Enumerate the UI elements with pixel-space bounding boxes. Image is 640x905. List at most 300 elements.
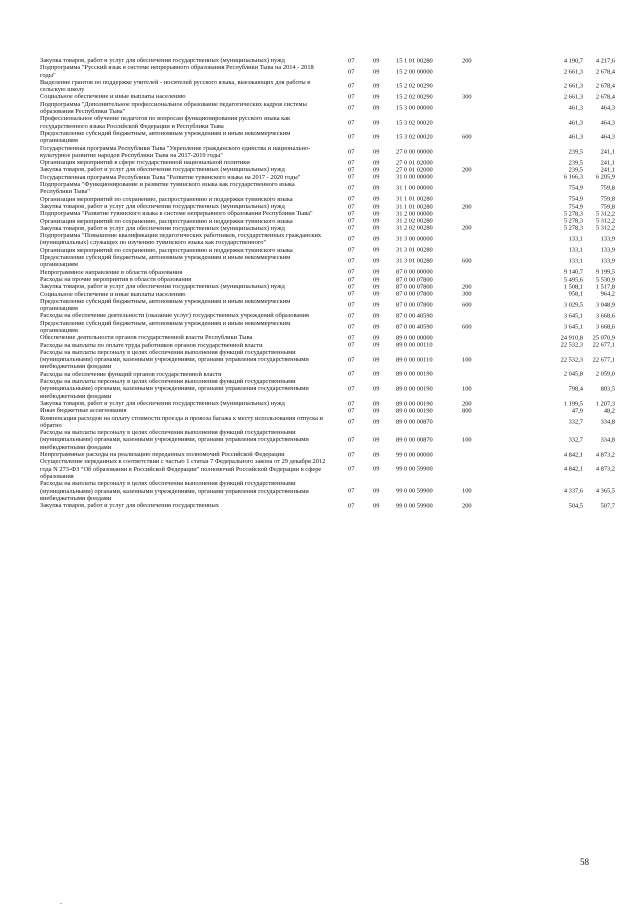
target-article-code: 89 0 00 00110 [396,356,433,364]
row-name: Расходы на выплаты персоналу в целях обеспечения выполнения функций государственными (муниципальными) органами, казенными учреждениями, органами управления государственными внебюджетными фондами [40,429,309,451]
amount-year-1: 4 337,6 [563,487,583,495]
amount-year-2: 464,3 [600,119,615,127]
row-name: Расходы на выплаты персоналу в целях обеспечения выполнения функций государственными (муниципальными) органами, казенными учреждениями, органами управления государственными внебюджетными фондами [40,378,309,400]
table-row [40,218,615,225]
scan-speck [60,903,62,904]
amount-year-1: 5 278,3 [563,217,583,225]
amount-year-2: 803,5 [600,385,615,393]
amount-year-1: 4 190,7 [563,56,583,64]
row-name: Предоставление субсидий бюджетным, автономным учреждениям и иным некоммерческим организациям [40,297,291,313]
target-article-code: 15 3 00 00000 [396,104,433,112]
target-article-code: 27 0 01 02000 [396,159,433,167]
target-article-code: 89 0 00 00190 [396,407,433,415]
target-article-code: 87 0 00 40590 [396,312,433,320]
amount-year-1: 3 645,1 [563,323,583,331]
row-name: Обеспечение деятельности органов государственной власти Республики Тыва [40,334,253,342]
row-name: Осуществление переданных в соответствии с частью 1 статьи 7 Федерального закона от 29 декабря 2012 года N 273-ФЗ "Об образовании в Российской Федерации" полномочий Российской Федерации в сфере образования [40,458,326,480]
target-article-code: 31 1 01 00280 [396,202,433,210]
table-row [40,312,615,319]
row-name: Непрограммные расходы на реализацию переданных полномочий Российской Федерации [40,451,285,459]
section-code: 07 [348,418,355,426]
row-name: Закупка товаров, работ и услуг для обеспечения государственных [40,502,219,510]
amount-year-2: 5 530,9 [595,275,615,283]
amount-year-2: 1 517,8 [595,283,615,291]
amount-year-2: 241,1 [600,166,615,174]
amount-year-2: 4 873,2 [595,451,615,459]
amount-year-1: 332,7 [568,418,583,426]
amount-year-2: 334,8 [600,436,615,444]
amount-year-1: 754,9 [568,202,583,210]
target-article-code: 15 2 02 00290 [396,82,433,90]
subsection-code: 09 [373,356,380,364]
table-row [40,115,615,130]
row-name: Выделение грантов по поддержке учителей - носителей русского языка, выезжающих для работы в сельскую школу [40,78,311,94]
section-code: 07 [348,301,355,309]
amount-year-1: 22 532,3 [560,341,583,349]
section-code: 07 [348,323,355,331]
subsection-code: 09 [373,104,380,112]
section-code: 07 [348,370,355,378]
table-row [40,480,615,502]
amount-year-2: 464,3 [600,133,615,141]
amount-year-1: 5 278,3 [563,210,583,218]
target-article-code: 89 0 00 00870 [396,418,433,426]
amount-year-1: 5 278,3 [563,224,583,232]
amount-year-2: 334,8 [600,418,615,426]
row-name: Расходы на обеспечение деятельности (оказание услуг) государственных учреждений образования [40,312,309,320]
target-article-code: 31 1 01 00280 [396,195,433,203]
expense-type-code: 200 [462,224,472,232]
target-article-code: 87 0 00 07800 [396,301,433,309]
table-row [40,79,615,94]
table-row [40,64,615,79]
amount-year-1: 24 910,8 [560,334,583,342]
table-row [40,415,615,430]
row-name: Закупка товаров, работ и услуг для обеспечения государственных (муниципальных) нужд [40,57,285,64]
row-name: Расходы на выплаты персоналу в целях обеспечения выполнения функций государственными (муниципальными) органами, казенными учреждениями, органами управления государственными внебюджетными фондами [40,480,309,502]
section-code: 07 [348,210,355,218]
table-row [40,196,615,203]
row-name: Подпрограмма "Развитие тувинского языка в системе непрерывного образования Республики Тыва" [40,210,313,218]
amount-year-2: 4 873,2 [595,465,615,473]
amount-year-2: 22 677,1 [592,341,615,349]
expense-type-code: 600 [462,257,472,265]
table-row [40,276,615,283]
amount-year-2: 48,2 [603,407,615,415]
target-article-code: 31 2 00 00000 [396,210,433,218]
amount-year-2: 759,8 [600,202,615,210]
target-article-code: 89 0 00 00870 [396,436,433,444]
amount-year-1: 47,9 [571,407,583,415]
target-article-code: 31 0 00 00000 [396,173,433,181]
row-name: Социальное обеспечение и иные выплаты населению [40,290,186,298]
target-article-code: 27 0 00 00000 [396,148,433,156]
subsection-code: 09 [373,202,380,210]
subsection-code: 09 [373,166,380,174]
subsection-code: 09 [373,217,380,225]
table-row [40,159,615,166]
subsection-code: 09 [373,184,380,192]
target-article-code: 31 2 02 00280 [396,224,433,232]
section-code: 07 [348,133,355,141]
subsection-code: 09 [373,257,380,265]
table-row [40,254,615,269]
subsection-code: 09 [373,56,380,64]
amount-year-1: 461,3 [568,104,583,112]
row-name: Подпрограмма "Дополнительное профессиональное образование педагогических кадров системы образования Республики Тыва" [40,100,307,116]
table-row [40,342,615,349]
amount-year-1: 1 508,1 [563,283,583,291]
row-name: Государственная программа Республики Тыва "Развитие тувинского языка на 2017 - 2020 годы" [40,173,301,181]
table-row [40,371,615,378]
table-row [40,378,615,400]
amount-year-2: 9 199,5 [595,268,615,276]
target-article-code: 15 2 02 00290 [396,93,433,101]
amount-year-1: 4 842,1 [563,451,583,459]
section-code: 07 [348,268,355,276]
amount-year-1: 3 029,5 [563,301,583,309]
row-name: Расходы на обеспечение функций органов государственной власти [40,370,222,378]
section-code: 07 [348,334,355,342]
section-code: 07 [348,451,355,459]
amount-year-2: 5 312,2 [595,224,615,232]
target-article-code: 31 3 01 00280 [396,246,433,254]
target-article-code: 99 0 00 00000 [396,451,433,459]
subsection-code: 09 [373,334,380,342]
subsection-code: 09 [373,246,380,254]
section-code: 07 [348,173,355,181]
section-code: 07 [348,195,355,203]
expense-type-code: 200 [462,399,472,407]
amount-year-1: 5 495,6 [563,275,583,283]
row-name: Закупка товаров, работ и услуг для обеспечения государственных (муниципальных) нужд [40,224,285,232]
subsection-code: 09 [373,301,380,309]
target-article-code: 87 0 00 07800 [396,275,433,283]
table-row [40,145,615,160]
amount-year-1: 461,3 [568,133,583,141]
target-article-code: 89 0 00 00110 [396,341,433,349]
amount-year-2: 2 678,4 [595,93,615,101]
section-code: 07 [348,436,355,444]
target-article-code: 89 0 00 00190 [396,385,433,393]
amount-year-2: 964,2 [600,290,615,298]
table-row [40,269,615,276]
subsection-code: 09 [373,465,380,473]
target-article-code: 31 3 01 00280 [396,257,433,265]
section-code: 07 [348,93,355,101]
section-code: 07 [348,356,355,364]
amount-year-2: 5 312,2 [595,210,615,218]
amount-year-2: 4 365,5 [595,487,615,495]
table-row [40,101,615,116]
amount-year-1: 2 045,8 [563,370,583,378]
amount-year-1: 133,1 [568,235,583,243]
section-code: 07 [348,119,355,127]
subsection-code: 09 [373,290,380,298]
row-name: Непрограммное направление в области образования [40,268,183,276]
row-name: Социальное обеспечение и иные выплаты населению [40,93,186,101]
subsection-code: 09 [373,436,380,444]
table-row [40,458,615,480]
amount-year-2: 1 207,3 [595,399,615,407]
amount-year-1: 504,5 [568,502,583,510]
subsection-code: 09 [373,159,380,167]
row-name: Предоставление субсидий бюджетным, автономным учреждениям и иным некоммерческим организациям [40,129,291,145]
table-row [40,130,615,145]
row-name: Закупка товаров, работ и услуг для обеспечения государственных (муниципальных) нужд [40,202,285,210]
expense-type-code: 200 [462,502,472,510]
subsection-code: 09 [373,235,380,243]
row-name: Организация мероприятий в сфере государственной национальной политики [40,159,250,167]
amount-year-2: 22 677,1 [592,356,615,364]
subsection-code: 09 [373,173,380,181]
amount-year-2: 133,9 [600,257,615,265]
amount-year-2: 2 678,4 [595,67,615,75]
section-code: 07 [348,275,355,283]
target-article-code: 99 0 00 59900 [396,502,433,510]
section-code: 07 [348,341,355,349]
amount-year-1: 754,9 [568,195,583,203]
target-article-code: 87 0 00 07800 [396,283,433,291]
table-row [40,203,615,210]
amount-year-1: 9 140,7 [563,268,583,276]
subsection-code: 09 [373,224,380,232]
amount-year-1: 958,1 [568,290,583,298]
subsection-code: 09 [373,275,380,283]
section-code: 07 [348,246,355,254]
section-code: 07 [348,224,355,232]
section-code: 07 [348,82,355,90]
row-name: Подпрограмма "Функционирование и развитие тувинского языка как государственного языка Республики Тыва" [40,181,295,196]
subsection-code: 09 [373,312,380,320]
target-article-code: 87 0 00 07800 [396,290,433,298]
section-code: 07 [348,166,355,174]
amount-year-1: 2 661,3 [563,82,583,90]
subsection-code: 09 [373,323,380,331]
table-row [40,283,615,290]
row-name: Организация мероприятий по сохранению, распространению и поддержки тувинского языка [40,246,293,254]
amount-year-1: 133,1 [568,246,583,254]
amount-year-1: 1 199,5 [563,399,583,407]
section-code: 07 [348,502,355,510]
expense-type-code: 100 [462,487,472,495]
amount-year-2: 3 668,6 [595,312,615,320]
budget-table [40,57,615,509]
table-row [40,334,615,341]
amount-year-2: 2 059,0 [595,370,615,378]
expense-type-code: 800 [462,407,472,415]
expense-type-code: 600 [462,133,472,141]
section-code: 07 [348,148,355,156]
subsection-code: 09 [373,399,380,407]
amount-year-1: 461,3 [568,119,583,127]
row-name: Предоставление субсидий бюджетным, автономным учреждениям и иным некоммерческим организациям [40,319,291,334]
section-code: 07 [348,159,355,167]
subsection-code: 09 [373,341,380,349]
section-code: 07 [348,257,355,265]
row-name: Государственная программа Республики Тыва "Укрепление гражданского единства и национально-культурное развитие народов Республики Тыва на 2017-2019 годы" [40,144,311,159]
section-code: 07 [348,67,355,75]
subsection-code: 09 [373,268,380,276]
amount-year-1: 239,5 [568,148,583,156]
table-row [40,429,615,451]
row-name: Компенсация расходов на оплату стоимости проезда и провоза багажа к месту использования отпуска и обратно [40,414,323,429]
amount-year-2: 133,9 [600,235,615,243]
table-row [40,225,615,232]
amount-year-2: 507,7 [600,502,615,510]
amount-year-1: 133,1 [568,257,583,265]
target-article-code: 31 3 00 00000 [396,235,433,243]
amount-year-1: 4 842,1 [563,465,583,473]
subsection-code: 09 [373,148,380,156]
expense-type-code: 300 [462,93,472,101]
target-article-code: 15 2 00 00000 [396,67,433,75]
row-name: Организация мероприятий по сохранению, распространению и поддержки тувинского языка [40,195,293,203]
subsection-code: 09 [373,487,380,495]
amount-year-1: 6 166,3 [563,173,583,181]
row-name: Закупка товаров, работ и услуг для обеспечения государственных (муниципальных) нужд [40,399,285,407]
subsection-code: 09 [373,133,380,141]
subsection-code: 09 [373,210,380,218]
page-number: 58 [580,857,589,867]
amount-year-1: 332,7 [568,436,583,444]
subsection-code: 09 [373,283,380,291]
table-row [40,93,615,100]
row-name: Профессиональное обучение педагогов по вопросам функционирования русского языка как государственного языка Российской Федерации и Республики Тыва [40,115,291,130]
target-article-code: 31 2 02 00280 [396,217,433,225]
amount-year-2: 3 668,6 [595,323,615,331]
section-code: 07 [348,407,355,415]
amount-year-2: 241,1 [600,148,615,156]
row-name: Закупка товаров, работ и услуг для обеспечения государственных (муниципальных) нужд [40,283,285,291]
table-row [40,502,615,509]
expense-type-code: 100 [462,385,472,393]
row-name: Предоставление субсидий бюджетным, автономным учреждениям и иным некоммерческим организациям [40,254,291,269]
table-row [40,210,615,217]
target-article-code: 31 1 00 00000 [396,184,433,192]
section-code: 07 [348,184,355,192]
subsection-code: 09 [373,93,380,101]
table-row [40,57,615,64]
subsection-code: 09 [373,370,380,378]
expense-type-code: 300 [462,290,472,298]
expense-type-code: 600 [462,301,472,309]
table-row [40,451,615,458]
expense-type-code: 100 [462,436,472,444]
subsection-code: 09 [373,502,380,510]
table-row [40,166,615,173]
table-row [40,174,615,181]
row-name: Закупка товаров, работ и услуг для обеспечения государственных (муниципальных) нужд [40,166,285,174]
table-row [40,232,615,247]
amount-year-2: 464,3 [600,104,615,112]
subsection-code: 09 [373,418,380,426]
subsection-code: 09 [373,385,380,393]
section-code: 07 [348,235,355,243]
target-article-code: 99 0 00 59900 [396,487,433,495]
table-row [40,349,615,371]
target-article-code: 89 0 00 00190 [396,399,433,407]
amount-year-2: 241,1 [600,159,615,167]
table-row [40,247,615,254]
section-code: 07 [348,202,355,210]
target-article-code: 27 0 01 02000 [396,166,433,174]
amount-year-2: 759,8 [600,184,615,192]
section-code: 07 [348,283,355,291]
row-name: Расходы на прочие мероприятия в области образования [40,275,192,283]
section-code: 07 [348,290,355,298]
row-name: Иные бюджетные ассигнования [40,407,127,415]
row-name: Расходы на выплаты персоналу в целях обеспечения выполнения функций государственными (муниципальными) органами, казенными учреждениями, органами управления государственными внебюджетными фондами [40,348,309,371]
subsection-code: 09 [373,195,380,203]
amount-year-2: 133,9 [600,246,615,254]
section-code: 07 [348,312,355,320]
target-article-code: 87 0 00 00000 [396,268,433,276]
table-row [40,407,615,414]
target-article-code: 15 3 02 00020 [396,119,433,127]
row-name: Подпрограмма "Русский язык в системе непрерывного образования Республики Тыва на 2014 - 2018 годы" [40,64,314,79]
amount-year-2: 3 048,9 [595,301,615,309]
expense-type-code: 200 [462,202,472,210]
amount-year-1: 22 532,3 [560,356,583,364]
table-row [40,400,615,407]
section-code: 07 [348,217,355,225]
subsection-code: 09 [373,82,380,90]
subsection-code: 09 [373,67,380,75]
amount-year-1: 239,5 [568,166,583,174]
row-name: Расходы на выплаты по оплате труда работников органов государственной власти [40,341,263,349]
table-row [40,291,615,298]
expense-type-code: 200 [462,166,472,174]
amount-year-1: 239,5 [568,159,583,167]
amount-year-1: 754,9 [568,184,583,192]
amount-year-2: 6 205,9 [595,173,615,181]
amount-year-2: 5 312,2 [595,217,615,225]
subsection-code: 09 [373,451,380,459]
amount-year-2: 4 217,6 [595,56,615,64]
amount-year-2: 25 070,9 [592,334,615,342]
amount-year-1: 3 645,1 [563,312,583,320]
table-row [40,298,615,313]
section-code: 07 [348,56,355,64]
row-name: Организация мероприятий по сохранению, распространению и поддержки тувинского языка [40,217,293,225]
row-name: Подпрограмма "Повышение квалификации педагогических работников, государственных гражданских (муниципальных) служащих по изучению тувинского языка как государственного" [40,232,322,247]
target-article-code: 87 0 00 40590 [396,323,433,331]
section-code: 07 [348,399,355,407]
amount-year-2: 759,8 [600,195,615,203]
expense-type-code: 200 [462,56,472,64]
target-article-code: 89 0 00 00190 [396,370,433,378]
subsection-code: 09 [373,119,380,127]
amount-year-1: 2 661,3 [563,67,583,75]
section-code: 07 [348,385,355,393]
expense-type-code: 200 [462,283,472,291]
target-article-code: 15 3 02 00020 [396,133,433,141]
section-code: 07 [348,465,355,473]
expense-type-code: 100 [462,356,472,364]
section-code: 07 [348,104,355,112]
target-article-code: 99 0 00 59900 [396,465,433,473]
target-article-code: 89 0 00 00000 [396,334,433,342]
expense-type-code: 600 [462,323,472,331]
amount-year-1: 798,4 [568,385,583,393]
table-row [40,181,615,196]
section-code: 07 [348,487,355,495]
amount-year-1: 2 661,3 [563,93,583,101]
target-article-code: 15 1 01 00280 [396,56,433,64]
subsection-code: 09 [373,407,380,415]
amount-year-2: 2 678,4 [595,82,615,90]
